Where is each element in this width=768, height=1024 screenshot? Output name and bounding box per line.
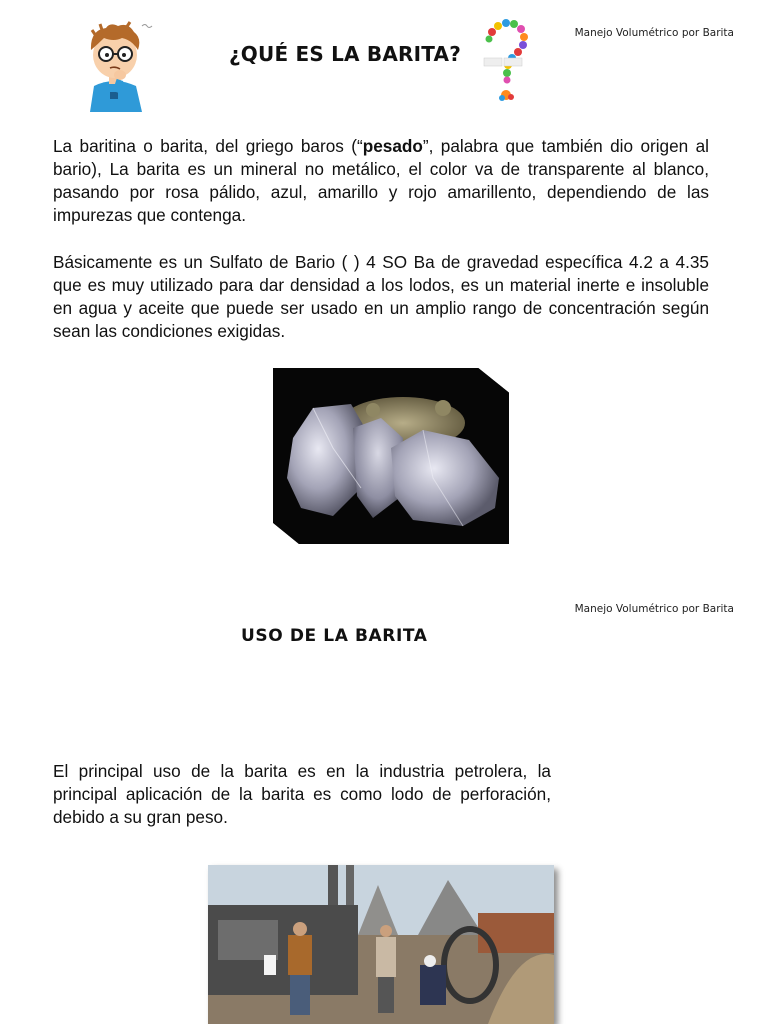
drilling-crew-photo xyxy=(208,865,554,1024)
bold-word: pesado xyxy=(362,136,423,156)
paragraph xyxy=(53,135,709,227)
page-title: ¿QUÉ ES LA BARITA? xyxy=(229,42,462,66)
header-note: Manejo Volumétrico por Barita xyxy=(574,603,734,615)
paragraph-text: ”, palabra que también dio origen al bario), La barita es un mineral no metálico, el color va de transparente al blanco, pasando por rosa pálido, azul, amarillo y rojo amarillento, dependiendo de las impurezas que contenga. xyxy=(53,136,709,225)
paragraph: El principal uso de la barita es en la industria petrolera, la principal aplicación de la barita es como lodo de perforación, debido a su gran peso. xyxy=(53,761,551,827)
section-title: USO DE LA BARITA xyxy=(241,626,428,646)
header-note: Manejo Volumétrico por Barita xyxy=(574,27,734,39)
paragraph: Básicamente es un Sulfato de Bario ( ) 4 SO Ba de gravedad específica 4.2 a 4.35 que es muy utilizado para dar densidad a los lodos, es un material inerte e insoluble en agua y aceite que puede ser usado en un amplio rango de concentración según sean las condiciones exigidas. xyxy=(53,252,709,341)
paragraph-text: La baritina o barita, del griego baros (“ xyxy=(53,136,363,156)
thinking-boy-icon xyxy=(76,20,154,112)
colorful-question-mark-icon xyxy=(478,18,536,106)
barite-mineral-photo xyxy=(266,360,516,551)
